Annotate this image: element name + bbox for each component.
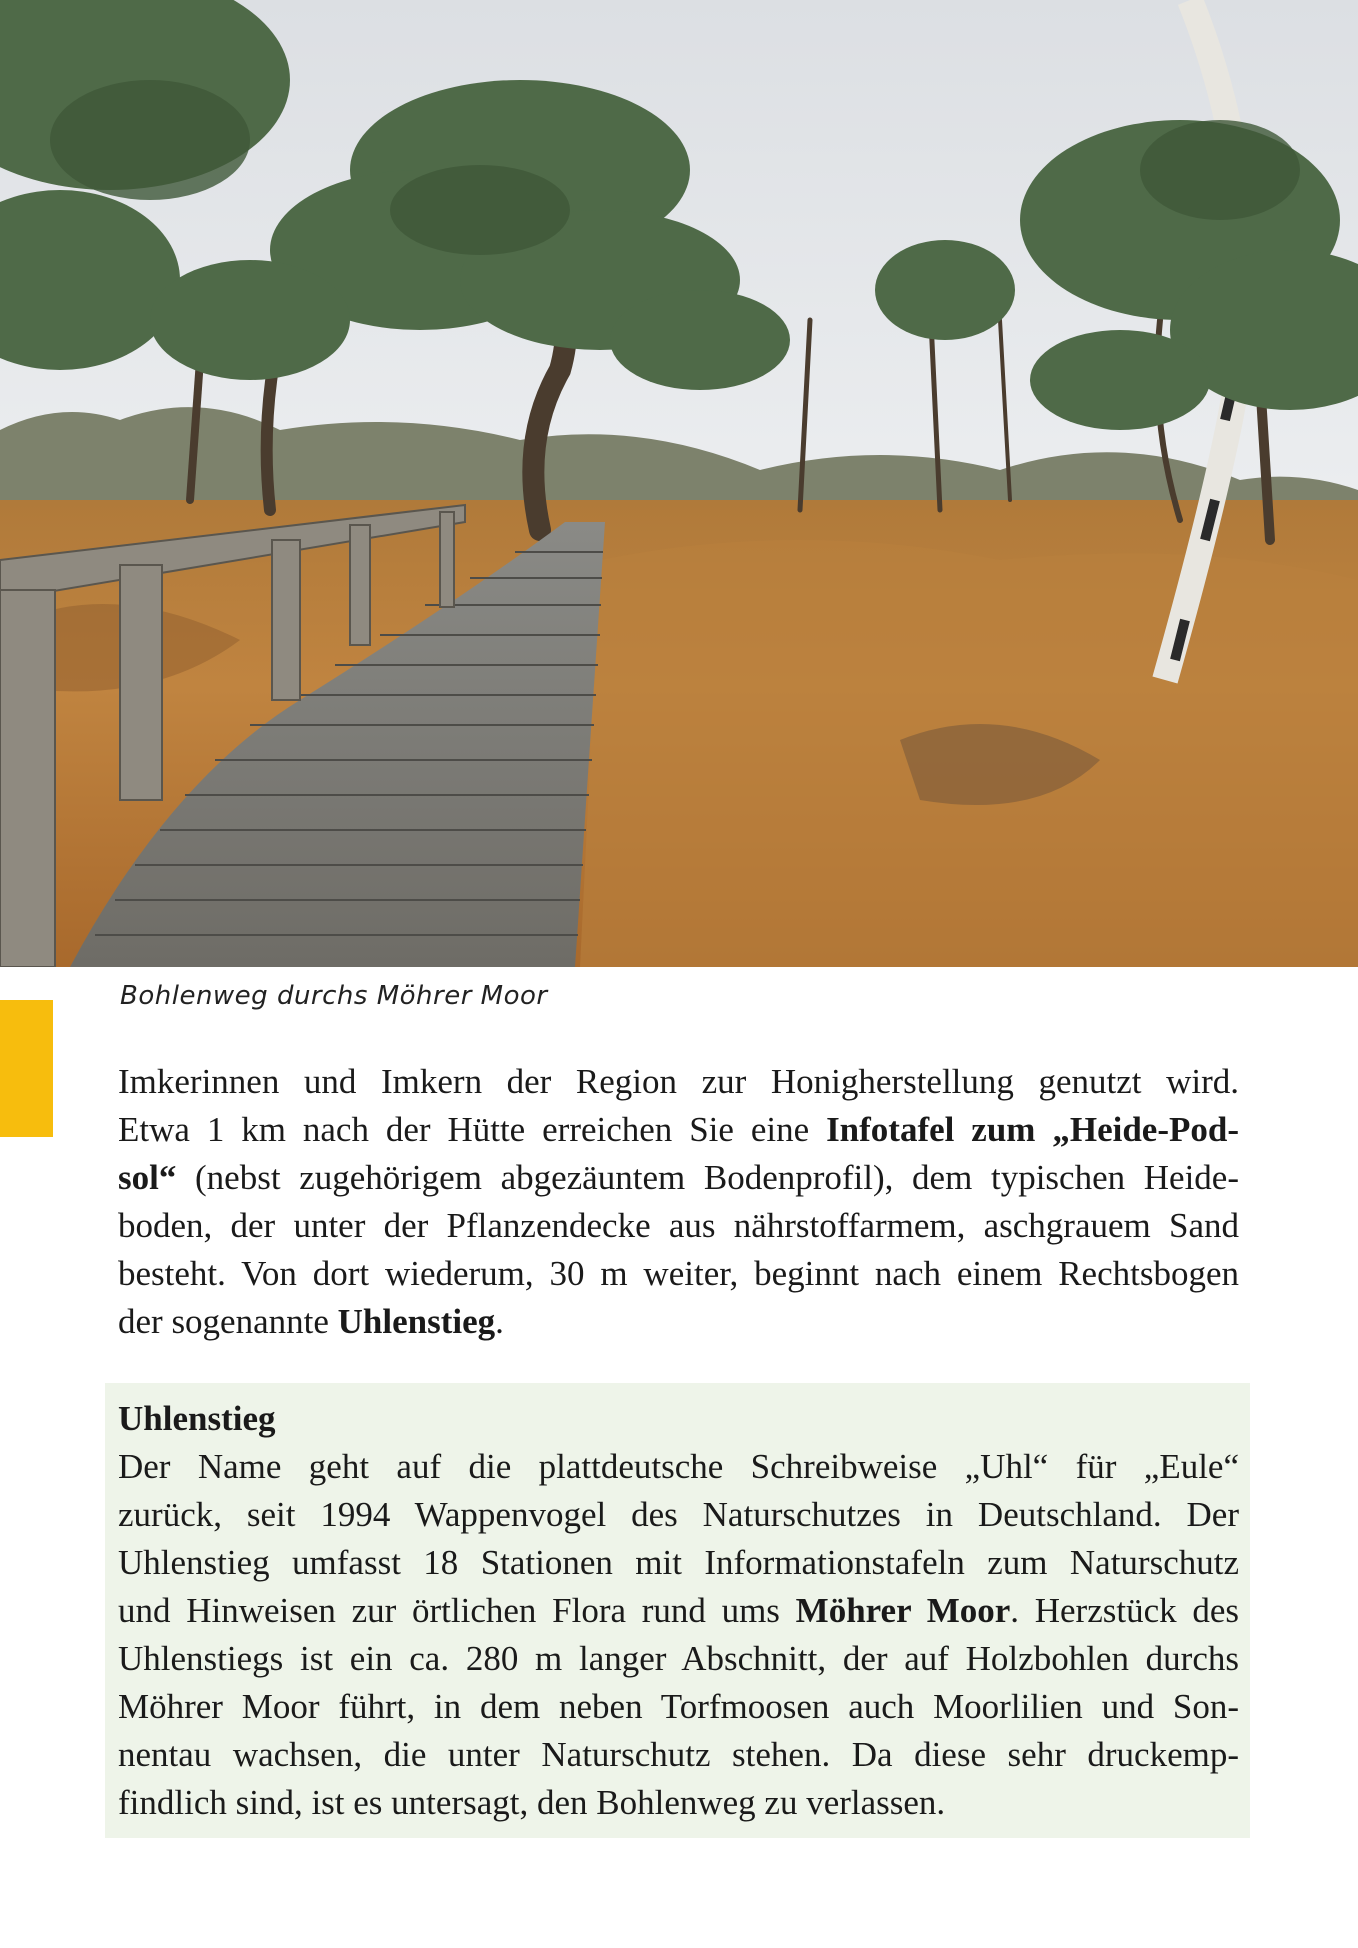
text-line: Möhrer Moor führt, in dem neben Torfmoosen auch Moorlilien und Son-	[118, 1687, 1239, 1726]
boardwalk-photo	[0, 0, 1358, 967]
bold-term: sol“	[118, 1158, 177, 1197]
text-line: nentau wachsen, die unter Naturschutz stehen. Da diese sehr druckemp-	[118, 1735, 1239, 1774]
text-line: Imkerinnen und Imkern der Region zur Honigherstellung genutzt wird.	[118, 1062, 1239, 1101]
text-line: und Hinweisen zur örtlichen Flora rund ums Möhrer Moor. Herzstück des	[118, 1591, 1239, 1630]
text-line: findlich sind, ist es untersagt, den Bohlenweg zu verlassen.	[118, 1783, 946, 1822]
photo-caption: Bohlenweg durchs Möhrer Moor	[120, 981, 548, 1011]
bold-term: Möhrer Moor	[795, 1591, 1011, 1630]
text-line: Etwa 1 km nach der Hütte erreichen Sie eine Infotafel zum „Heide-Pod-	[118, 1110, 1239, 1149]
info-box-text	[118, 1443, 1239, 1827]
text-line: der sogenannte Uhlenstieg.	[118, 1302, 504, 1341]
text-line: sol“ (nebst zugehörigem abgezäuntem Bodenprofil), dem typischen Heide-	[118, 1158, 1239, 1197]
bold-term: Infotafel zum „Heide-Pod-	[826, 1110, 1239, 1149]
text-line: Uhlenstiegs ist ein ca. 280 m langer Abschnitt, der auf Holzbohlen durchs	[118, 1639, 1239, 1678]
body-paragraph	[118, 1058, 1239, 1346]
info-box-title: Uhlenstieg	[118, 1399, 276, 1438]
text-line: besteht. Von dort wiederum, 30 m weiter, beginnt nach einem Rechtsbogen	[118, 1254, 1239, 1293]
bold-term: Uhlenstieg	[337, 1302, 496, 1341]
text-line: Der Name geht auf die plattdeutsche Schreibweise „Uhl“ für „Eule“	[118, 1447, 1239, 1486]
text-line: Uhlenstieg umfasst 18 Stationen mit Informationstafeln zum Naturschutz	[118, 1543, 1239, 1582]
text-line: boden, der unter der Pflanzendecke aus nährstoffarmem, aschgrauem Sand	[118, 1206, 1239, 1245]
text-line: zurück, seit 1994 Wappenvogel des Naturschutzes in Deutschland. Der	[118, 1495, 1239, 1534]
chapter-marker	[0, 1000, 53, 1137]
